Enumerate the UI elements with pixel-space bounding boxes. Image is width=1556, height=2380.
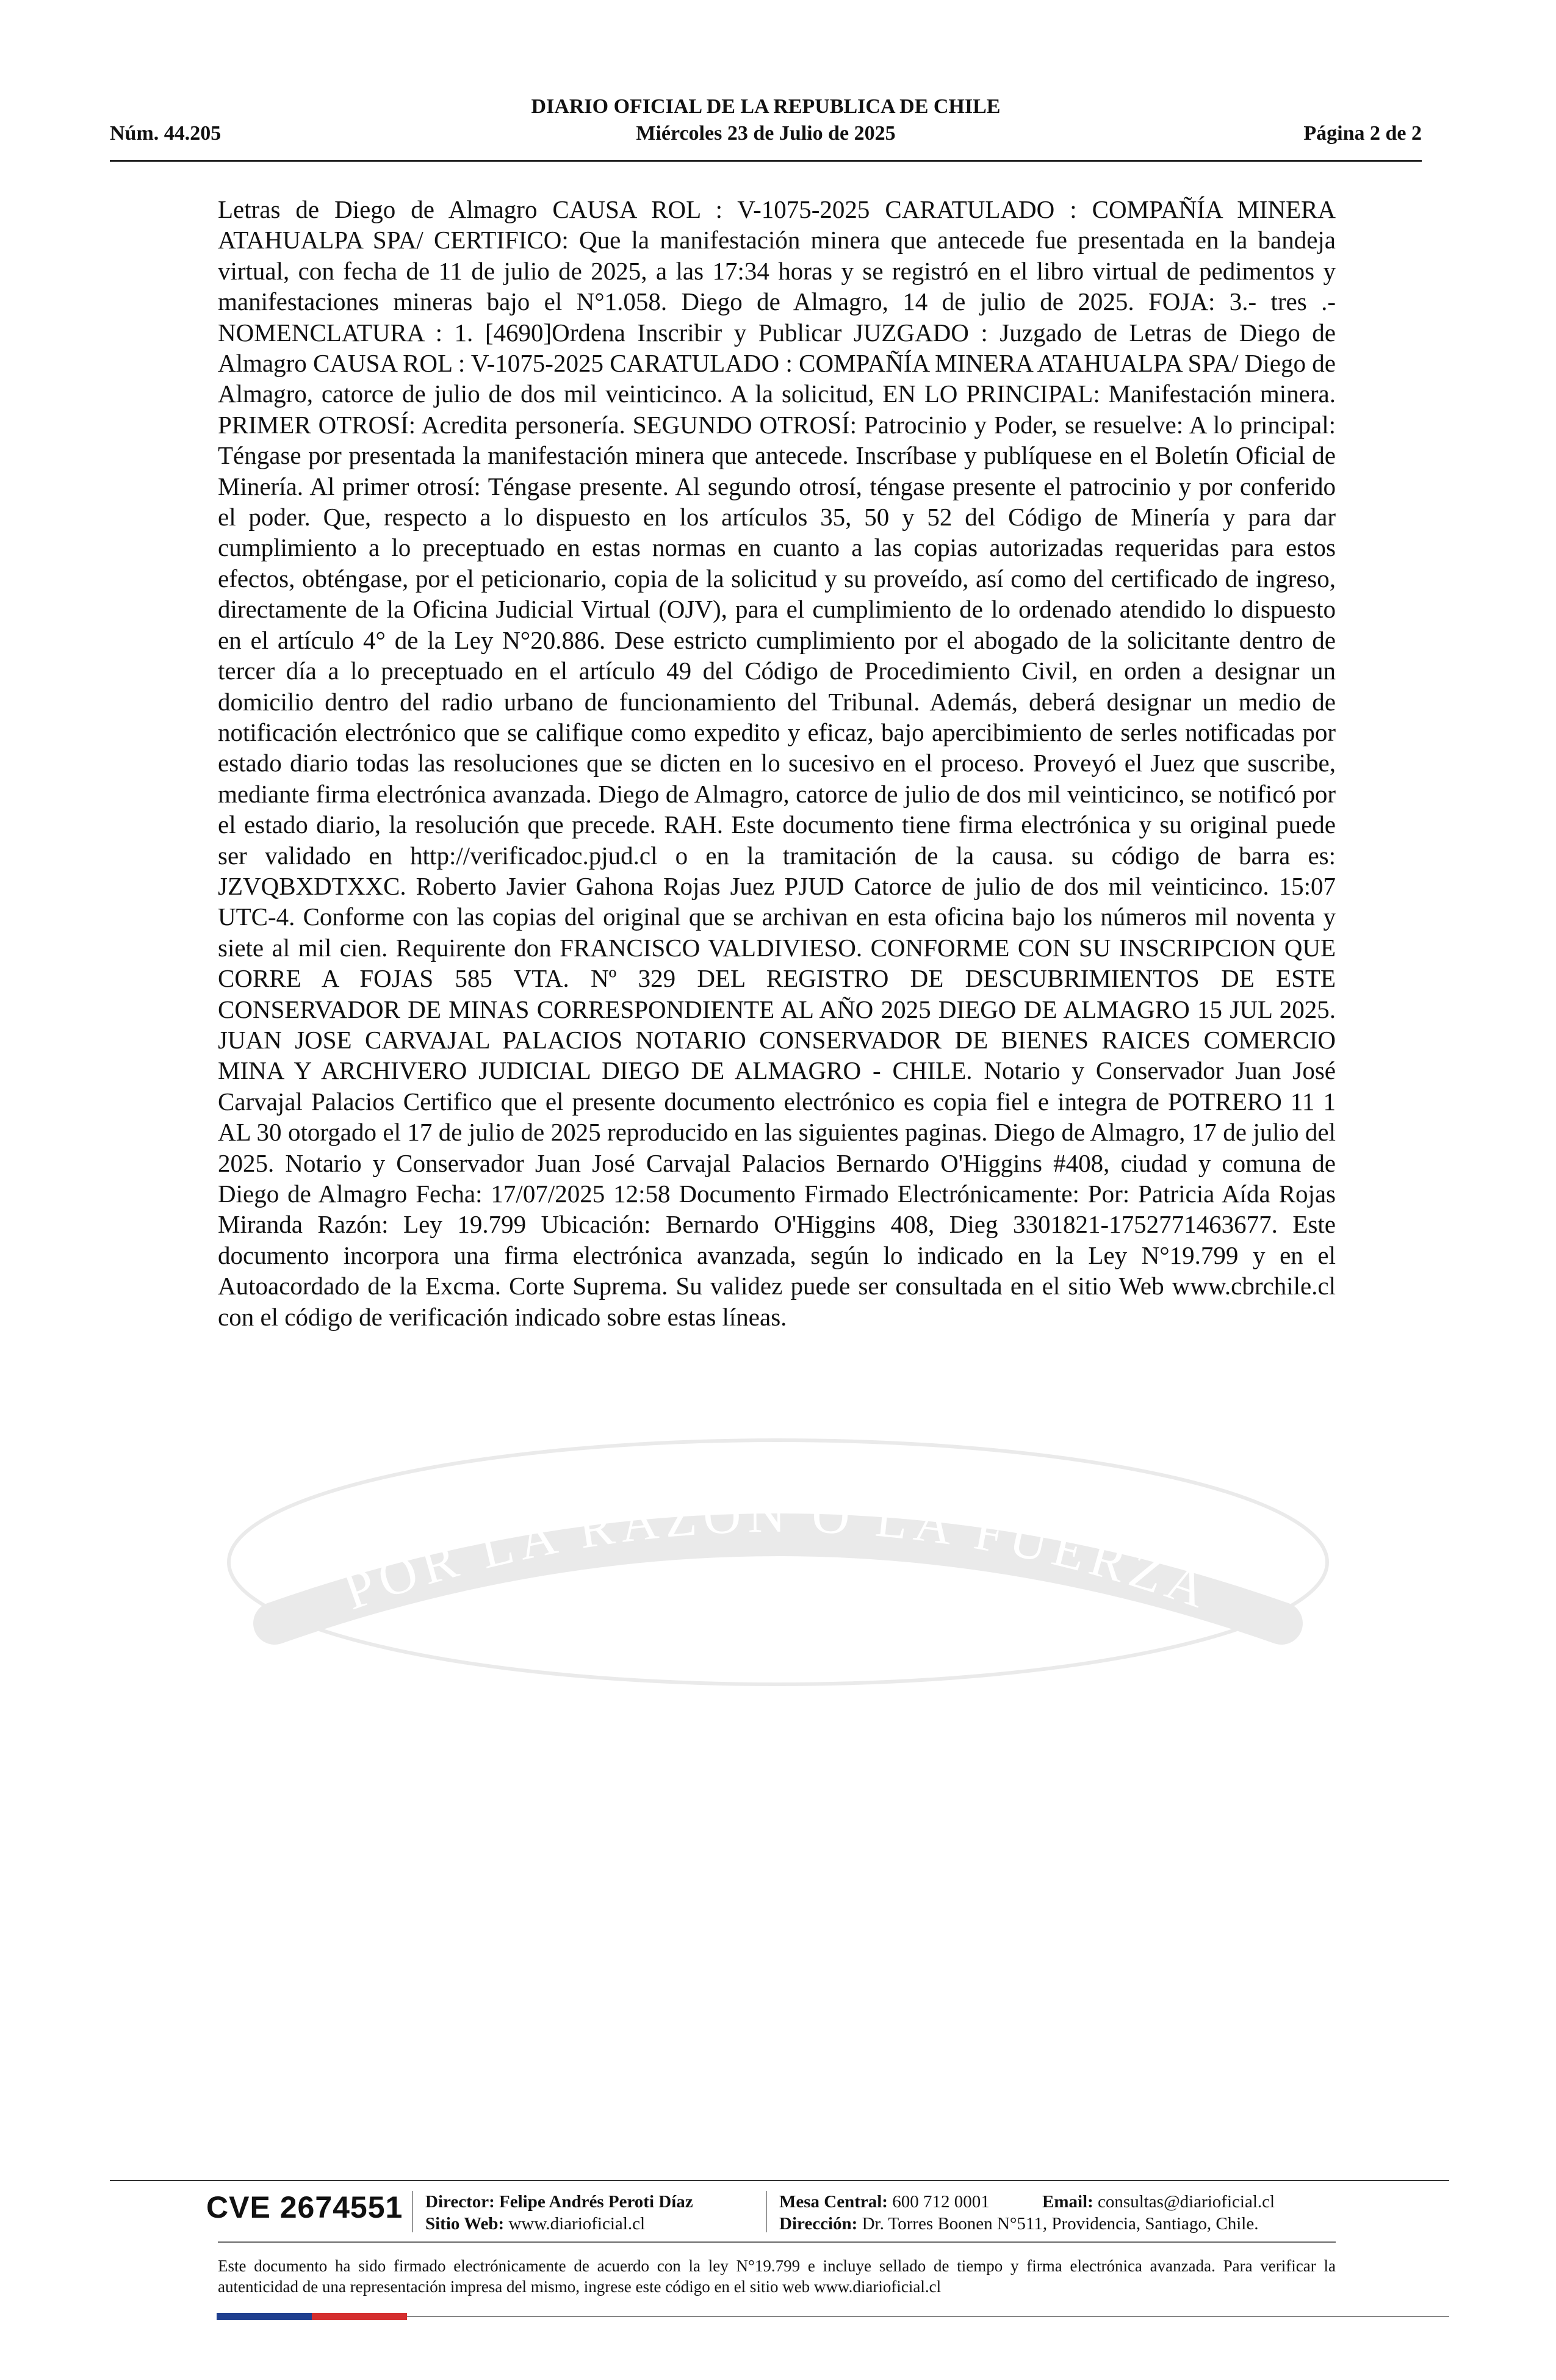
director-line (425, 2191, 693, 2213)
document-body-text: Letras de Diego de Almagro CAUSA ROL : V-1075-2025 CARATULADO : COMPAÑÍA MINERA ATAHUALPA SPA/ CERTIFICO: Que la manifestación minera que antecede fue presentada en la bandeja virtual, con fecha de 11 de julio de 2025, a las 17:34 horas y se registró en el libro virtual de pedimentos y manifestaciones mineras bajo el N°1.058. Diego de Almagro, 14 de julio de 2025. FOJA: 3.- tres .- NOMENCLATURA : 1. [4690]Ordena Inscribir y Publicar JUZGADO : Juzgado de Letras de Diego de Almagro CAUSA ROL : V-1075-2025 CARATULADO : COMPAÑÍA MINERA ATAHUALPA SPA/ Diego de Almagro, catorce de julio de dos mil veinticinco. A la solicitud, EN LO PRINCIPAL: Manifestación minera. PRIMER OTROSÍ: Acredita personería. SEGUNDO OTROSÍ: Patrocinio y Poder, se resuelve: A lo principal: Téngase por presentada la manifestación minera que antecede. Inscríbase y publíquese en el Boletín Oficial de Minería. Al primer otrosí: Téngase presente. Al segundo otrosí, téngase presente el patrocinio y por conferido el poder. Que, respecto a lo dispuesto en los artículos 35, 50 y 52 del Código de Minería y para dar cumplimiento a lo preceptuado en estas normas en cuanto a las copias autorizadas requeridas para estos efectos, obténgase, por el peticionario, copia de la solicitud y su proveído, así como del certificado de ingreso, directamente de la Oficina Judicial Virtual (OJV), para el cumplimiento de lo ordenado atendido lo dispuesto en el artículo 4° de la Ley N°20.886. Dese estricto cumplimiento por el abogado de la solicitante dentro de tercer día a lo preceptuado en el artículo 49 del Código de Procedimiento Civil, en orden a designar un domicilio dentro del radio urbano de funcionamiento del Tribunal. Además, deberá designar un medio de notificación electrónico que se califique como expedito y eficaz, bajo apercibimiento de serles notificadas por estado diario todas las resoluciones que se dicten en lo sucesivo en el proceso. Proveyó el Juez que suscribe, mediante firma electrónica avanzada. Diego de Almagro, catorce de julio de dos mil veinticinco, se notificó por el estado diario, la resolución que precede. RAH. Este documento tiene firma electrónica y su original puede ser validado en http://verificadoc.pjud.cl o en la tramitación de la causa. su código de barra es: JZVQBXDTXXC. Roberto Javier Gahona Rojas Juez PJUD Catorce de julio de dos mil veinticinco. 15:07 UTC-4. Conforme con las copias del original que se archivan en esta oficina bajo los números mil noventa y siete al mil cien. Requirente don FRANCISCO VALDIVIESO. CONFORME CON SU INSCRIPCION QUE CORRE A FOJAS 585 VTA. Nº 329 DEL REGISTRO DE DESCUBRIMIENTOS DE ESTE CONSERVADOR DE MINAS CORRESPONDIENTE AL AÑO 2025 DIEGO DE ALMAGRO 15 JUL 2025. JUAN JOSE CARVAJAL PALACIOS NOTARIO CONSERVADOR DE BIENES RAICES COMERCIO MINA Y ARCHIVERO JUDICIAL DIEGO DE ALMAGRO - CHILE. Notario y Conservador Juan José Carvajal Palacios Certifico que el presente documento electrónico es copia fiel e integra de POTRERO 11 1 AL 30 otorgado el 17 de julio de 2025 reproducido en las siguientes paginas. Diego de Almagro, 17 de julio del 2025. Notario y Conservador Juan José Carvajal Palacios Bernardo O'Higgins #408, ciudad y comuna de Diego de Almagro Fecha: 17/07/2025 12:58 Documento Firmado Electrónicamente: Por: Patricia Aída Rojas Miranda Razón: Ley 19.799 Ubicación: Bernardo O'Higgins 408, Dieg 3301821-1752771463677. Este documento incorpora una firma electrónica avanzada, según lo indicado en la Ley N°19.799 y en el Autoacordado de la Excma. Corte Suprema. Su validez puede ser consultada en el sitio Web www.cbrchile.cl con el código de verificación indicado sobre estas líneas. (218, 195, 1336, 1331)
newspaper-title: DIARIO OFICIAL DE LA REPUBLICA DE CHILE (531, 95, 1001, 118)
footer-separator (412, 2191, 413, 2232)
website-line (425, 2213, 645, 2235)
page-header (110, 92, 1422, 162)
issue-number: Núm. 44.205 (110, 122, 222, 145)
email-label: Email: (1042, 2192, 1093, 2212)
address-line (779, 2213, 1258, 2235)
flag-red-segment (312, 2313, 407, 2320)
email-line (1042, 2191, 1275, 2213)
website-label: Sitio Web: (425, 2214, 505, 2234)
mesa-central-phone: 600 712 0001 (892, 2192, 990, 2212)
flag-blue-segment (217, 2313, 312, 2320)
address-label: Dirección: (779, 2214, 858, 2234)
watermark-motto: POR LA RAZON O LA FUERZA (336, 1484, 1220, 1621)
signature-note: Este documento ha sido firmado electrónicamente de acuerdo con la ley N°19.799 e incluye sellado de tiempo y firma electrónica avanzada. Para verificar la autenticidad de una representación impresa del mismo, ingrese este código en el sitio web www.diarioficial.cl (218, 2257, 1336, 2296)
email-link[interactable]: consultas@diarioficial.cl (1098, 2192, 1275, 2212)
address-value: Dr. Torres Boonen N°511, Providencia, Santiago, Chile. (862, 2214, 1259, 2234)
mesa-central-label: Mesa Central: (779, 2192, 888, 2212)
flag-color-bar (217, 2313, 407, 2320)
cve-code: CVE 2674551 (206, 2190, 403, 2224)
website-link[interactable]: www.diarioficial.cl (508, 2214, 646, 2234)
footer-separator (766, 2191, 767, 2232)
coat-of-arms-watermark (183, 1422, 1373, 1709)
director-name: Felipe Andrés Peroti Díaz (499, 2192, 693, 2212)
issue-date: Miércoles 23 de Julio de 2025 (636, 122, 896, 145)
footer-divider-bottom (407, 2316, 1449, 2317)
mesa-central-line (779, 2191, 990, 2213)
footer-divider-top (110, 2180, 1449, 2181)
page-number: Página 2 de 2 (1303, 122, 1422, 145)
director-label: Director: (425, 2192, 495, 2212)
footer-divider-middle (218, 2241, 1336, 2243)
